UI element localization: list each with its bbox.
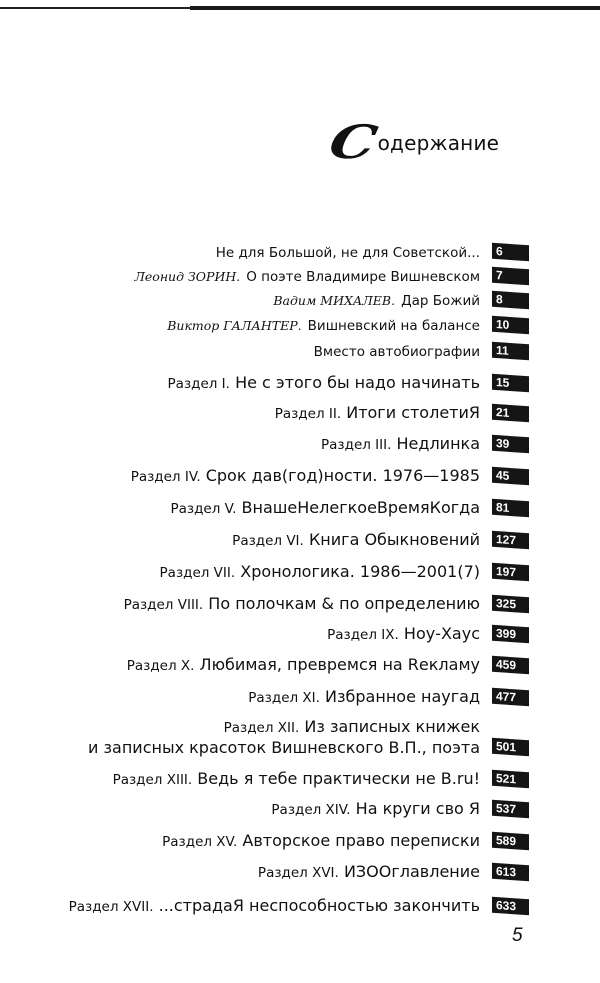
entry-title: Не для Большой, не для Советской... (215, 245, 480, 261)
page-number-badge: 633 (492, 897, 529, 916)
toc-entry[interactable] (124, 594, 480, 615)
toc-entry[interactable] (69, 896, 480, 917)
section-label: Раздел XVII. (68, 899, 154, 915)
page-number-badge: 537 (492, 800, 529, 819)
section-label: Раздел II. (274, 406, 342, 422)
section-title: Книга Обыкновений (308, 530, 480, 549)
page-number-badge: 521 (492, 770, 529, 789)
page-number-badge: 39 (492, 435, 529, 454)
toc-entry[interactable] (273, 290, 480, 311)
section-label: Раздел IX. (327, 627, 399, 643)
entry-title: Вишневский на балансе (307, 318, 480, 334)
page-number-badge: 11 (492, 342, 529, 361)
section-label: Раздел IV. (130, 469, 201, 485)
toc-entry[interactable] (113, 769, 480, 790)
section-label: Раздел XIV. (271, 802, 351, 818)
section-label: Раздел X. (126, 658, 195, 674)
section-label: Раздел XII. (223, 720, 300, 736)
page-number-badge: 15 (492, 374, 529, 393)
section-label: Раздел VII. (159, 565, 236, 581)
section-title: Ведь я тебе практически не B.ru! (197, 769, 480, 788)
toc-entry[interactable] (216, 242, 480, 263)
section-label: Раздел VI. (232, 533, 304, 549)
section-title: Избранное наугад (325, 687, 480, 706)
section-title: Из записных книжек (304, 717, 480, 736)
section-title: Итоги столетиЯ (346, 403, 480, 422)
page-number-badge: 81 (492, 499, 529, 518)
section-label: Раздел XI. (248, 690, 320, 706)
toc-entry[interactable] (88, 717, 480, 758)
entry-author: Виктор ГАЛАНТЕР. (167, 318, 302, 333)
toc-entry[interactable] (327, 624, 480, 645)
entry-author: Леонид ЗОРИН. (134, 269, 241, 284)
page-number-badge: 197 (492, 563, 529, 582)
page-number-badge: 6 (492, 243, 529, 262)
toc-entry[interactable] (134, 266, 480, 287)
section-title: ...страдаЯ неспособностью закончить (158, 896, 480, 915)
section-title: Авторское право переписки (242, 831, 480, 850)
page-number-badge: 477 (492, 688, 529, 707)
page-number-badge: 8 (492, 291, 529, 310)
section-title: Ноу-Хаус (403, 624, 480, 643)
title-text: одержание (377, 131, 500, 155)
section-label: Раздел VIII. (123, 597, 204, 613)
section-label: Раздел XV. (162, 834, 238, 850)
page-number-badge: 325 (492, 595, 529, 614)
section-title: По полочкам & по определению (208, 594, 480, 613)
entry-author: Вадим МИХАЛЕВ. (273, 293, 396, 308)
toc-entry[interactable] (160, 562, 480, 583)
section-label: Раздел XIII. (112, 772, 193, 788)
toc-entry[interactable] (321, 434, 480, 455)
toc-entry[interactable] (314, 341, 480, 362)
page-number-badge: 399 (492, 625, 529, 644)
section-title: Срок дав(год)ности. 1976—1985 (205, 466, 480, 485)
toc-entry[interactable] (127, 655, 480, 676)
section-title-continued: и записных красоток Вишневского В.П., поэта (88, 738, 480, 757)
entry-title: Вместо автобиографии (313, 344, 480, 360)
toc-entry[interactable] (131, 466, 480, 487)
entry-title: Дар Божий (401, 293, 480, 309)
section-title: Не с этого бы надо начинать (235, 373, 480, 392)
section-label: Раздел V. (170, 501, 237, 517)
toc-entry[interactable] (258, 862, 480, 883)
section-label: Раздел XVI. (257, 865, 339, 881)
page-number-badge: 21 (492, 404, 529, 423)
toc-entry[interactable] (170, 498, 480, 519)
page-number-badge: 127 (492, 531, 529, 550)
section-title: На круги сво Я (355, 799, 480, 818)
entry-title: О поэте Владимире Вишневском (246, 269, 480, 285)
page-number-badge: 7 (492, 267, 529, 286)
toc-entry[interactable] (168, 373, 480, 394)
toc-entry[interactable] (271, 799, 480, 820)
toc-entry[interactable] (162, 831, 480, 852)
section-title: Любимая, превремся на Rекламу (199, 655, 480, 674)
section-title: Недлинка (396, 434, 480, 453)
page-number-badge: 589 (492, 832, 529, 851)
toc-entry[interactable] (275, 403, 480, 424)
page-number-badge: 10 (492, 316, 529, 335)
page-number-badge: 459 (492, 656, 529, 675)
page-number: 5 (512, 925, 523, 946)
section-label: Раздел III. (321, 437, 392, 453)
title-decorative-initial: С (324, 115, 382, 169)
page-number-badge: 613 (492, 863, 529, 882)
section-title: ИЗООглавление (343, 862, 480, 881)
toc-entry[interactable] (232, 530, 480, 551)
page-number-badge: 501 (492, 738, 529, 757)
section-label: Раздел I. (167, 376, 230, 392)
section-title: ВнашеНелегкоеВремяКогда (241, 498, 480, 517)
section-title: Хронологика. 1986—2001(7) (240, 562, 480, 581)
toc-entry[interactable] (167, 315, 480, 336)
page-number-badge: 45 (492, 467, 529, 486)
toc-entry[interactable] (248, 687, 480, 708)
